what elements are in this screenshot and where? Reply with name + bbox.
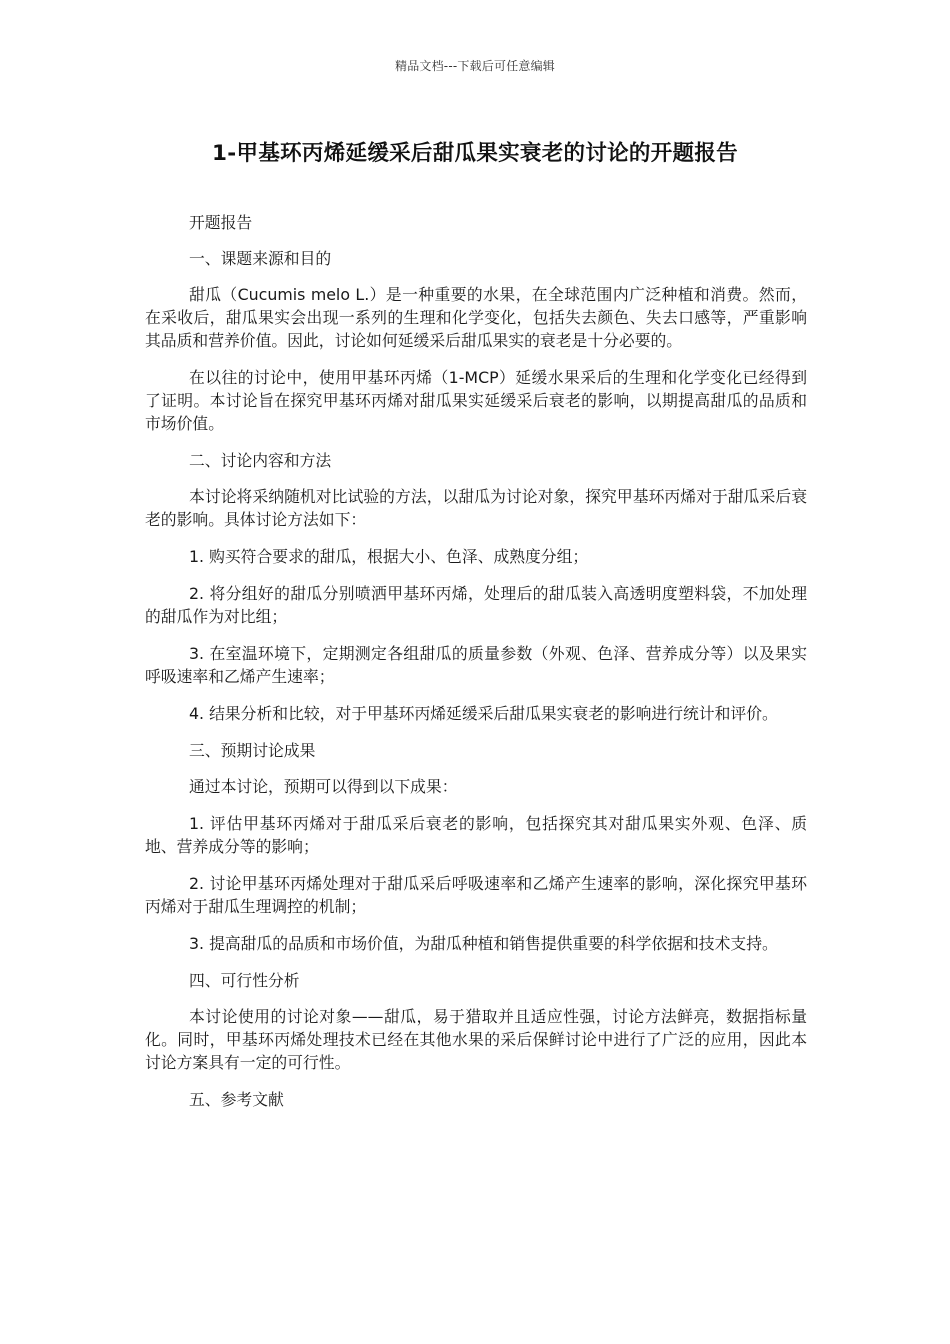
section-heading-source-purpose: 一、课题来源和目的: [189, 249, 332, 268]
paragraph-feasibility: 本讨论使用的讨论对象——甜瓜，易于猎取并且适应性强，讨论方法鲜亮，数据指标量化。同时，甲基环丙烯处理技术已经在其他水果的采后保鲜讨论中进行了广泛的应用，因此本讨论方案具有一定的可行性。: [145, 1007, 807, 1072]
section-heading-expected-results: 三、预期讨论成果: [189, 741, 316, 760]
result-item-2: 2. 讨论甲基环丙烯处理对于甜瓜采后呼吸速率和乙烯产生速率的影响，深化探究甲基环丙烯对于甜瓜生理调控的机制；: [145, 874, 807, 916]
paragraph-previous-research: 在以往的讨论中，使用甲基环丙烯（1-MCP）延缓水果采后的生理和化学变化已经得到了证明。本讨论旨在探究甲基环丙烯对甜瓜果实延缓采后衰老的影响，以期提高甜瓜的品质和市场价值。: [145, 368, 807, 433]
method-step-3: 3. 在室温环境下，定期测定各组甜瓜的质量参数（外观、色泽、营养成分等）以及果实呼吸速率和乙烯产生速率；: [145, 644, 807, 686]
header-note: 精品文档---下载后可任意编辑: [395, 59, 555, 73]
document-body: [145, 211, 807, 1124]
section-label-report: 开题报告: [189, 213, 253, 232]
section-heading-references: 五、参考文献: [189, 1090, 284, 1109]
section-heading-feasibility: 四、可行性分析: [189, 971, 300, 990]
paragraph-melon-intro: 甜瓜（Cucumis melo L.）是一种重要的水果，在全球范围内广泛种植和消费。然而，在采收后，甜瓜果实会出现一系列的生理和化学变化，包括失去颜色、失去口感等，严重影响其品质和营养价值。因此，讨论如何延缓采后甜瓜果实的衰老是十分必要的。: [145, 285, 807, 350]
method-step-1: 1. 购买符合要求的甜瓜，根据大小、色泽、成熟度分组；: [189, 547, 589, 566]
paragraph-results-intro: 通过本讨论，预期可以得到以下成果：: [189, 777, 458, 796]
result-item-3: 3. 提高甜瓜的品质和市场价值，为甜瓜种植和销售提供重要的科学依据和技术支持。: [189, 934, 778, 953]
document-title: 1-甲基环丙烯延缓采后甜瓜果实衰老的讨论的开题报告: [212, 141, 738, 166]
result-item-1: 1. 评估甲基环丙烯对于甜瓜采后衰老的影响，包括探究其对甜瓜果实外观、色泽、质地、营养成分等的影响；: [145, 814, 807, 856]
section-heading-content-method: 二、讨论内容和方法: [189, 451, 332, 470]
method-step-2: 2. 将分组好的甜瓜分别喷洒甲基环丙烯，处理后的甜瓜装入高透明度塑料袋，不加处理的甜瓜作为对比组；: [145, 584, 807, 626]
method-step-4: 4. 结果分析和比较，对于甲基环丙烯延缓采后甜瓜果实衰老的影响进行统计和评价。: [189, 704, 778, 723]
paragraph-method-intro: 本讨论将采纳随机对比试验的方法，以甜瓜为讨论对象，探究甲基环丙烯对于甜瓜采后衰老的影响。具体讨论方法如下：: [145, 487, 807, 529]
